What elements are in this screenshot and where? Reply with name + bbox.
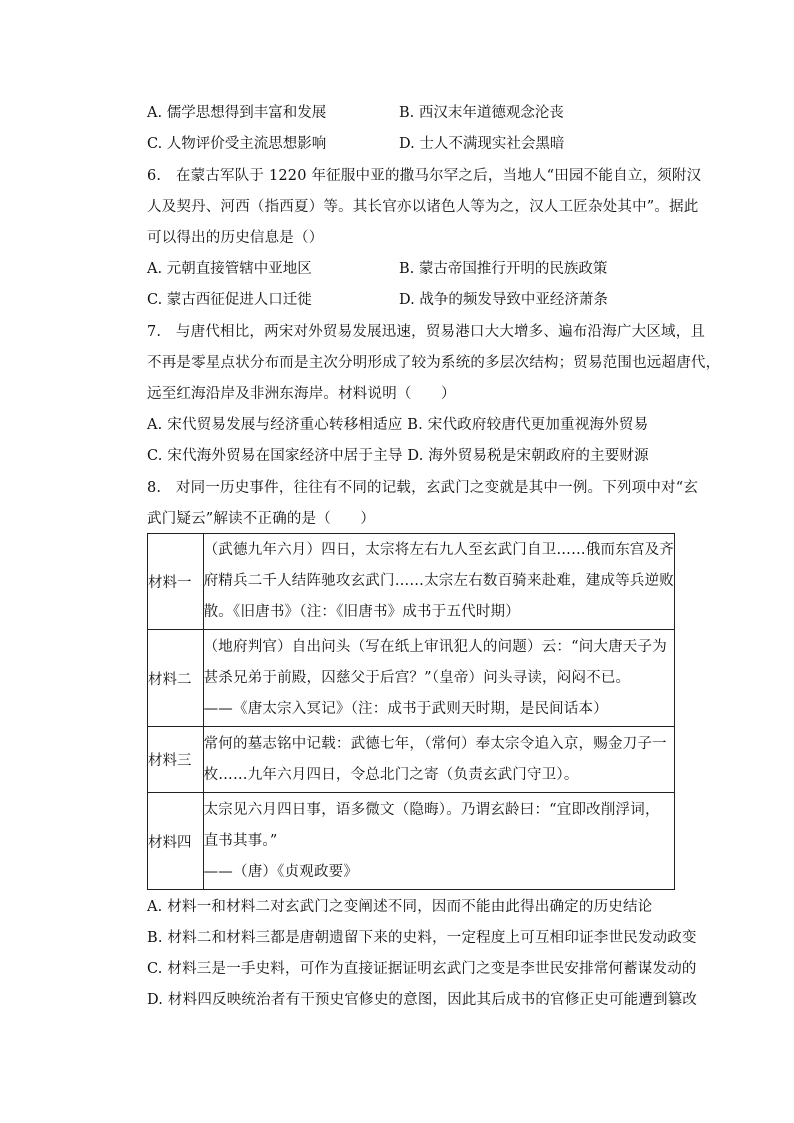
material-label: 材料二 <box>148 630 204 727</box>
q8-stem-line: 武门疑云”解读不正确的是（ ） <box>147 511 376 527</box>
material-line: 直书其事。” <box>203 832 278 849</box>
q5-option-d: D. 士人不满现实社会黑暗 <box>399 136 565 152</box>
q7-stem-line: 不再是零星点状分布而是主次分明形成了较为系统的多层次结构；贸易范围也远超唐代， <box>147 355 721 371</box>
material-label: 材料一 <box>148 534 204 630</box>
table-row <box>148 630 675 727</box>
material-line: 枚……九年六月四日，令总北门之寄（负责玄武门守卫）。 <box>203 766 579 783</box>
q7-options-cd: C. 宋代海外贸易在国家经济中居于主导 D. 海外贸易税是宋朝政府的主要财源 <box>147 448 649 464</box>
q6-option-a: A. 元朝直接管辖中亚地区 <box>147 261 312 277</box>
q5-option-a: A. 儒学思想得到丰富和发展 <box>147 105 327 121</box>
q6-option-c: C. 蒙古西征促进人口迁徙 <box>147 292 312 308</box>
q8-option-b: B. 材料二和材料三都是唐朝遗留下来的史料，一定程度上可互相印证李世民发动政变 <box>147 930 697 946</box>
q8-option-c: C. 材料三是一手史料，可作为直接证据证明玄武门之变是李世民安排常何蓄谋发动的 <box>147 961 697 977</box>
material-label: 材料三 <box>148 727 204 793</box>
q8-option-d: D. 材料四反映统治者有干预史官修史的意图，因此其后成书的官修正史可能遭到篡改 <box>147 992 698 1008</box>
material-content <box>203 793 674 890</box>
table-row <box>148 727 675 793</box>
q8-stem-line: 8. 对同一历史事件，往往有不同的记载，玄武门之变就是其中一例。下列项中对“玄 <box>147 480 699 496</box>
material-line: ——《唐太宗入冥记》（注：成书于武则天时期，是民间话本） <box>203 700 608 717</box>
material-content <box>203 727 674 793</box>
material-line: （武德九年六月）四日，太宗将左右九人至玄武门自卫……俄而东宫及齐 <box>203 542 674 558</box>
table-row <box>148 534 675 630</box>
material-line: 府精兵二千人结阵驰攻玄武门……太宗左右数百骑来赴难，建成等兵逆败 <box>203 573 674 589</box>
material-line: ——（唐）《贞观政要》 <box>203 863 359 880</box>
table-row <box>148 793 675 890</box>
material-line: 太宗见六月四日事，语多微文（隐晦）。乃谓玄龄曰：“宜即改削浮词， <box>203 801 660 818</box>
material-line: 散。《旧唐书》（注：《旧唐书》成书于五代时期） <box>203 604 520 620</box>
q6-option-d: D. 战争的频发导致中亚经济萧条 <box>399 292 608 308</box>
q7-stem-line: 7. 与唐代相比，两宋对外贸易发展迅速，贸易港口大大增多、遍布沿海广大区域，且 <box>147 324 706 340</box>
q6-option-b: B. 蒙古帝国推行开明的民族政策 <box>399 261 608 277</box>
q6-stem-line: 可以得出的历史信息是（） <box>147 230 324 246</box>
material-line: 甚杀兄弟于前殿，囚慈父于后宫？”（皇帝）问头寻读，闷闷不已。 <box>203 669 631 686</box>
q6-stem-line: 人及契丹、河西（指西夏）等。其长官亦以诸色人等为之，汉人工匠杂处其中”。据此 <box>147 199 699 215</box>
material-line: 常何的墓志铭中记载：武德七年，（常何）奉太宗令追入京，赐金刀子一 <box>203 735 667 752</box>
q8-option-a: A. 材料一和材料二对玄武门之变阐述不同，因而不能由此得出确定的历史结论 <box>147 899 653 915</box>
material-line: （地府判官）自出问头（写在纸上审讯犯人的问题）云：“问大唐天子为 <box>203 638 667 655</box>
q7-stem-line: 远至红海沿岸及非洲东海岸。材料说明（ ） <box>147 386 456 402</box>
material-label: 材料四 <box>148 793 204 890</box>
q5-option-c: C. 人物评价受主流思想影响 <box>147 136 327 152</box>
q7-options-ab: A. 宋代贸易发展与经济重心转移相适应 B. 宋代政府较唐代更加重视海外贸易 <box>147 417 649 433</box>
material-content <box>203 534 674 630</box>
material-content <box>203 630 674 727</box>
q6-stem-line: 6. 在蒙古军队于 1220 年征服中亚的撒马尔罕之后，当地人“田园不能自立，须附汉 <box>147 168 702 184</box>
q5-option-b: B. 西汉末年道德观念沦丧 <box>399 105 564 121</box>
materials-table <box>147 533 675 890</box>
